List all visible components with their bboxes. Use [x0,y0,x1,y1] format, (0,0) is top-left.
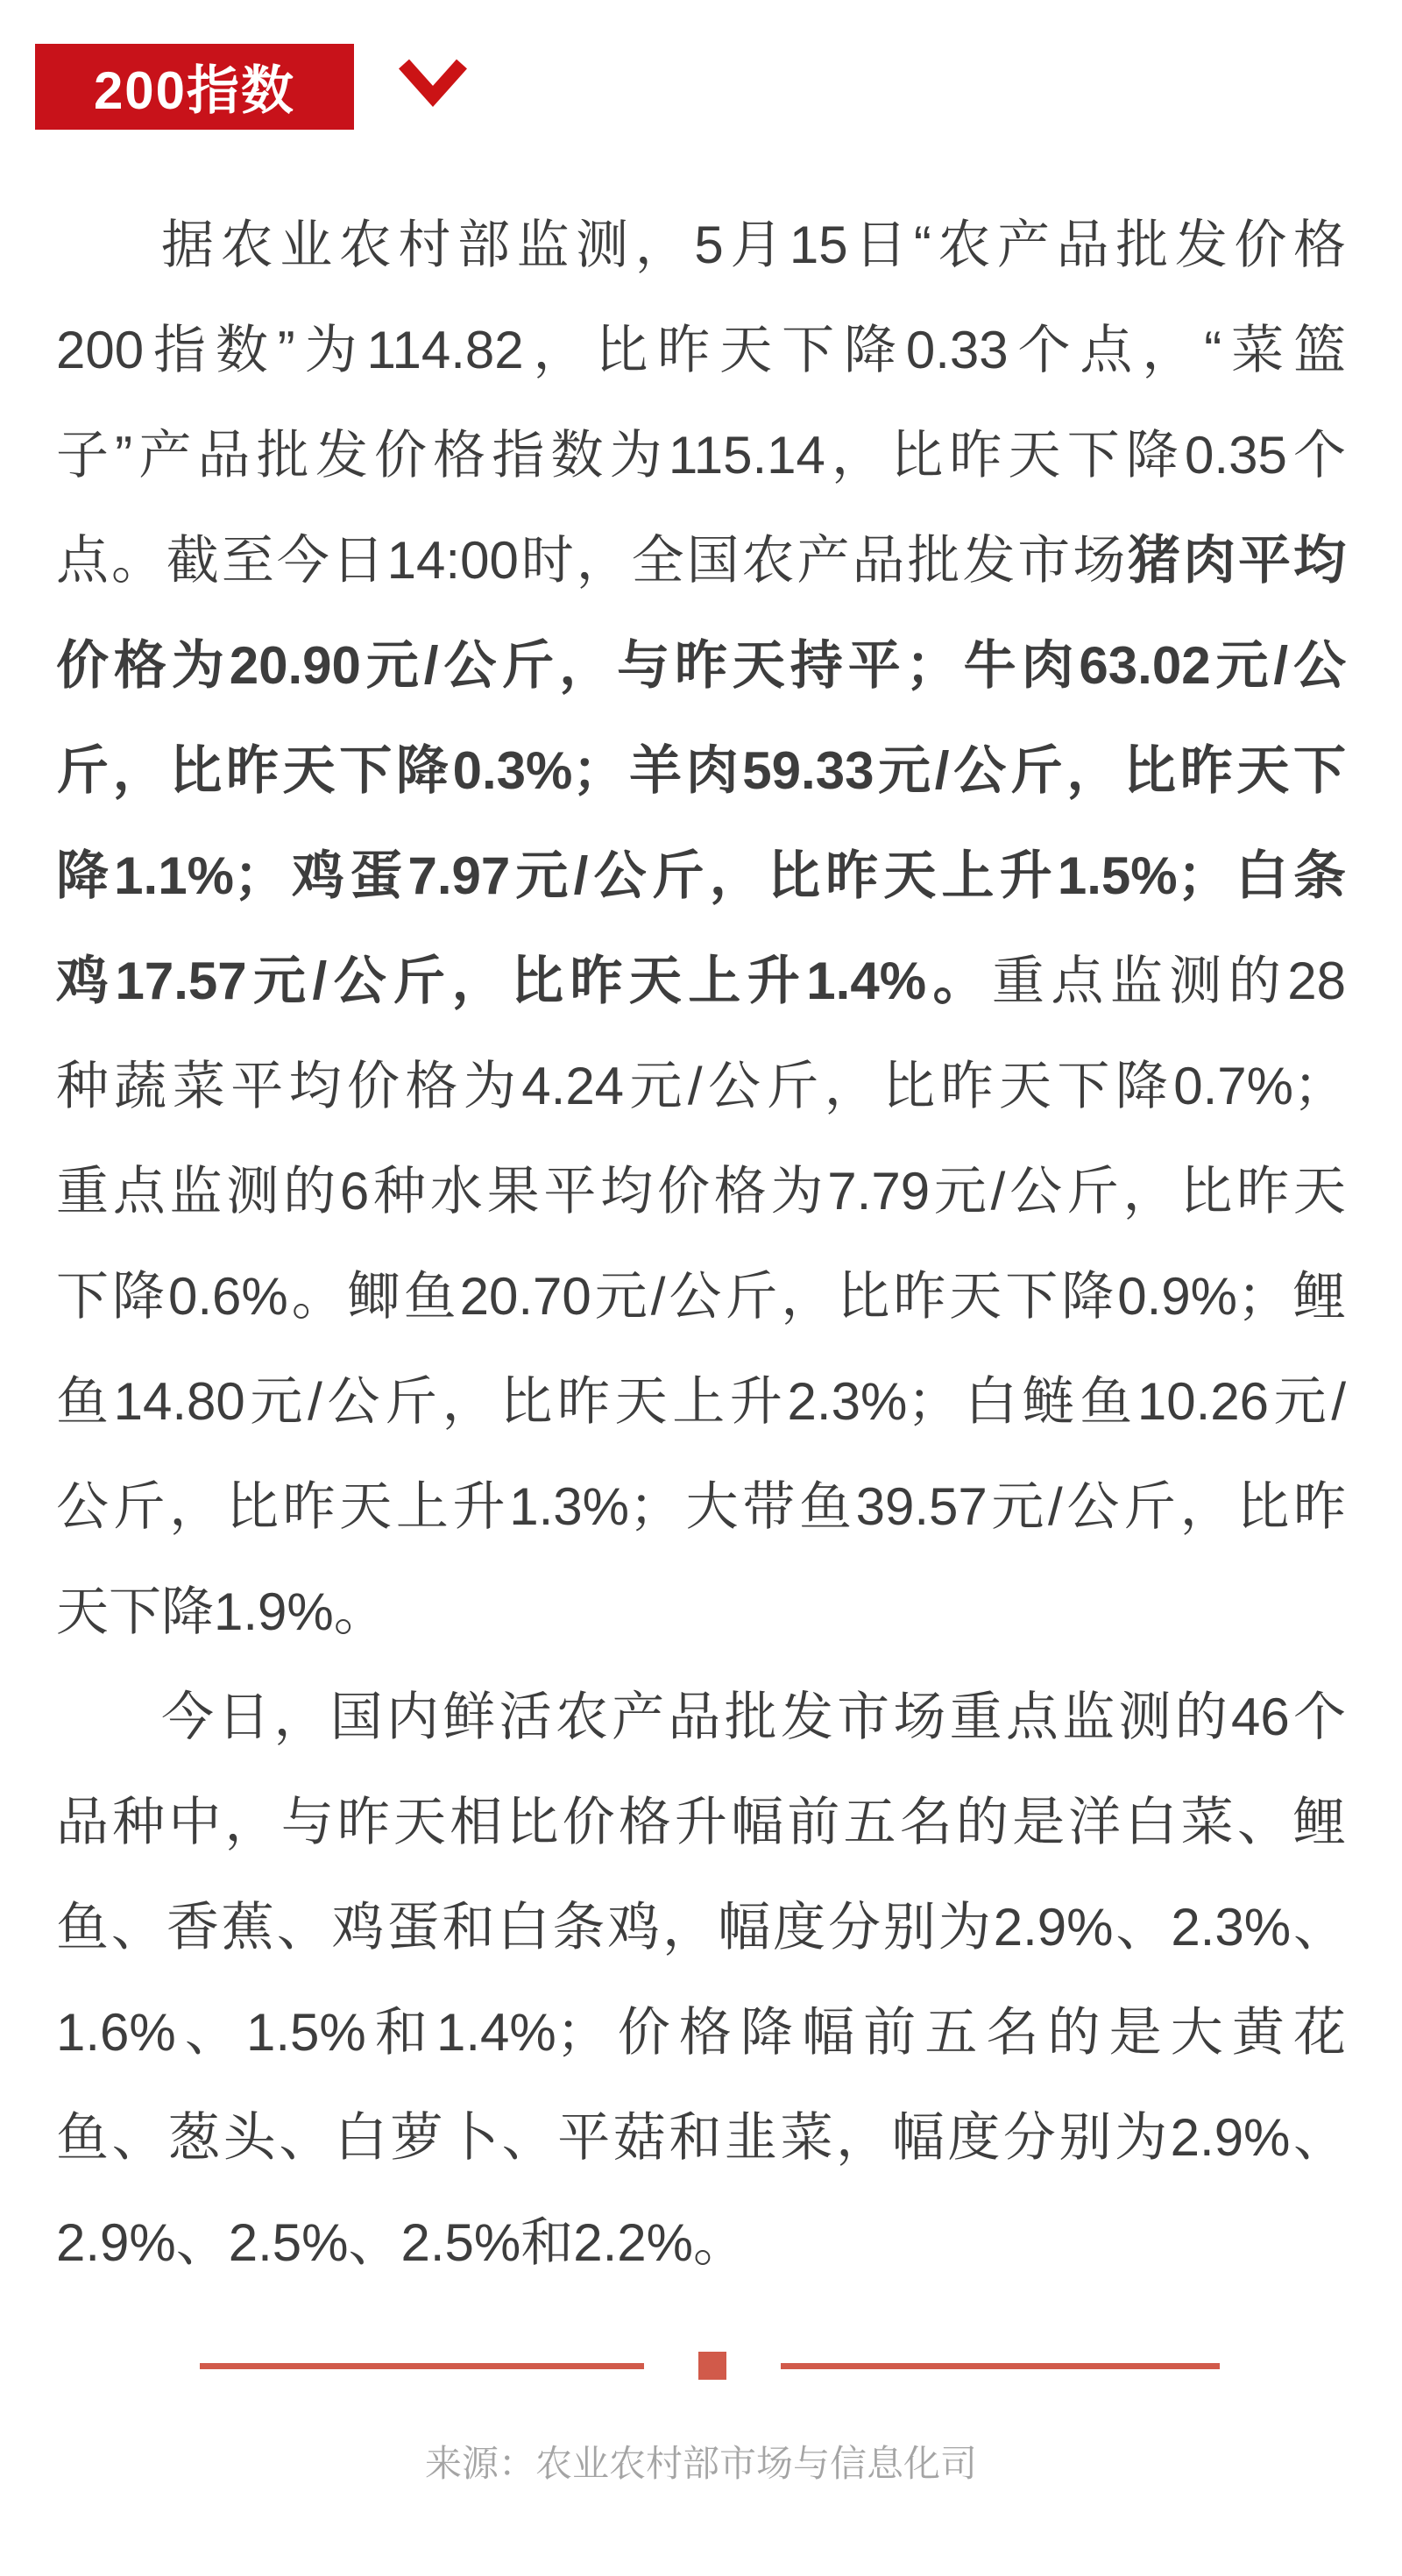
text-run: 200指数”为114.82，比昨天下降0.33个点，“菜篮 [56,321,1346,379]
text-line [56,1980,1346,2085]
text-line [56,2190,1346,2296]
bold-text-run: 猪肉平均 [1128,531,1346,590]
text-line [56,824,1346,929]
text-run: 种蔬菜平均价格为4.24元/公斤，比昨天下降0.7%； [56,1057,1346,1115]
text-run: 据农业农村部监测，5月15日“农产品批发价格 [161,216,1346,274]
text-line [56,1454,1346,1560]
text-run: 1.6%、1.5%和1.4%；价格降幅前五名的是大黄花 [56,2003,1346,2062]
text-run: 今日，国内鲜活农产品批发市场重点监测的46个 [161,1688,1346,1746]
article [56,193,1346,2296]
text-line [56,1139,1346,1244]
text-run: 子”产品批发价格指数为115.14，比昨天下降0.35个 [56,426,1346,485]
text-run: 品种中，与昨天相比价格升幅前五名的是洋白菜、鲤 [56,1793,1346,1851]
text-line [56,2085,1346,2190]
text-line [56,298,1346,403]
text-line [56,1034,1346,1139]
divider-accent-square [698,2352,726,2380]
section-badge-label: 200指数 [93,61,296,120]
text-run: 下降0.6%。鲫鱼20.70元/公斤，比昨天下降0.9%；鲤 [56,1267,1346,1326]
text-line [56,1770,1346,1875]
text-run: 鱼、葱头、白萝卜、平菇和韭菜，幅度分别为2.9%、 [56,2108,1346,2167]
text-line [56,1665,1346,1770]
text-line [56,1560,1346,1665]
section-badge [35,44,354,130]
source-text: 来源：农业农村部市场与信息化司 [424,2443,977,2484]
bold-text-run: 鸡17.57元/公斤，比昨天上升1.4%。 [56,952,992,1010]
text-run: 重点监测的6种水果平均价格为7.79元/公斤，比昨天 [56,1162,1346,1221]
text-run: 2.9%、2.5%、2.5%和2.2%。 [56,2213,747,2272]
text-line [56,613,1346,718]
divider [200,2350,1220,2381]
bold-text-run: 斤，比昨天下降0.3%；羊肉59.33元/公斤，比昨天下 [56,741,1346,800]
divider-line-right [781,2363,1220,2369]
bold-text-run: 降1.1%；鸡蛋7.97元/公斤，比昨天上升1.5%；白条 [56,846,1346,905]
text-line [56,403,1346,508]
text-line [56,1244,1346,1349]
text-line [56,193,1346,298]
text-run: 鱼、香蕉、鸡蛋和白条鸡，幅度分别为2.9%、2.3%、 [56,1898,1346,1957]
text-run: 公斤，比昨天上升1.3%；大带鱼39.57元/公斤，比昨 [56,1477,1346,1536]
source-line [0,2443,1402,2485]
text-run: 重点监测的28 [991,952,1346,1010]
text-line [56,508,1346,613]
text-line [56,1349,1346,1454]
text-line [56,929,1346,1034]
text-run: 点。截至今日14:00时，全国农产品批发市场 [56,531,1129,590]
text-line [56,718,1346,824]
text-run: 天下降1.9%。 [56,1582,386,1641]
bold-text-run: 价格为20.90元/公斤，与昨天持平；牛肉63.02元/公 [56,636,1346,695]
divider-line-left [200,2363,644,2369]
text-line [56,1875,1346,1980]
paragraph [56,1665,1346,2296]
chevron-down-icon [396,54,470,112]
paragraph [56,193,1346,1665]
text-run: 鱼14.80元/公斤，比昨天上升2.3%；白鲢鱼10.26元/ [56,1372,1346,1431]
